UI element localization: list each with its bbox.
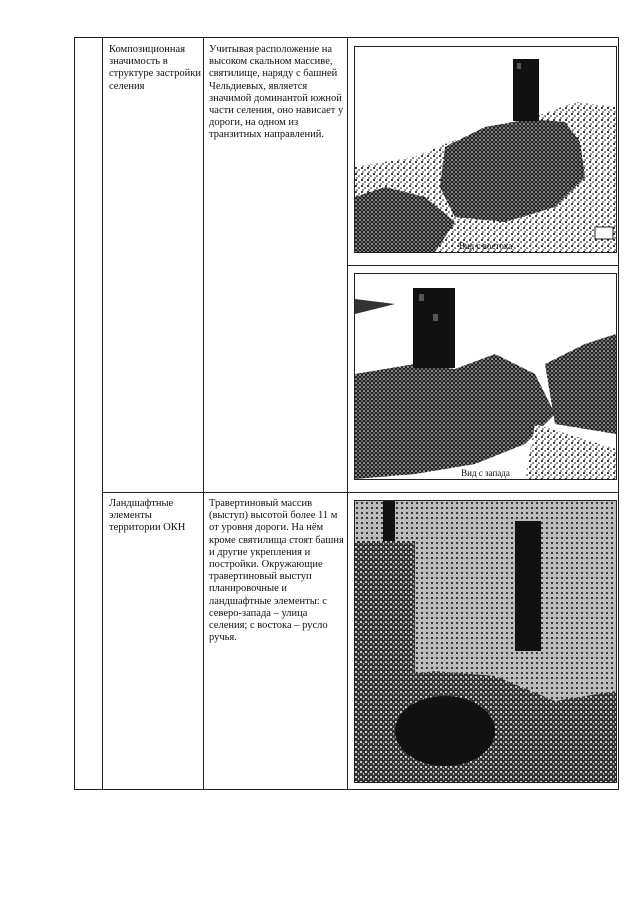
photo-caption: Вид с востока [458, 241, 513, 251]
row-title: Композиционная значимость в структуре застройки селения [109, 44, 201, 92]
column-divider [347, 38, 348, 789]
tower-rock-image [355, 274, 616, 479]
photo-caption: Вид с запада [461, 468, 510, 478]
tower-rock-image [355, 47, 616, 252]
column-divider [102, 38, 103, 789]
row-description: Травертиновый массив (выступ) высотой более 11 м от уровня дороги. На нём кроме святилища стоят башня и другие укрепления и постройки. Окружающие травертиновый выступ планировочные и ландшафтные элементы: с северо-запада – улица селения; с востока – русло ручья. [209, 498, 344, 644]
heritage-table [74, 37, 619, 790]
photo-view-east [354, 46, 617, 253]
ruins-image [355, 501, 616, 782]
row-description: Учитывая расположение на высоком скальном массиве, святилище, наряду с башней Чельдиевых, является значимой доминантой южной части селения, оно нависает у дороги, на одном из транзитных направлений. [209, 44, 344, 141]
row-title: Ландшафтные элементы территории ОКН [109, 498, 186, 534]
column-divider [203, 38, 204, 789]
row-divider [102, 492, 618, 493]
photo-view-west [354, 273, 617, 480]
photo-landscape [354, 500, 617, 783]
row-divider [347, 265, 618, 266]
